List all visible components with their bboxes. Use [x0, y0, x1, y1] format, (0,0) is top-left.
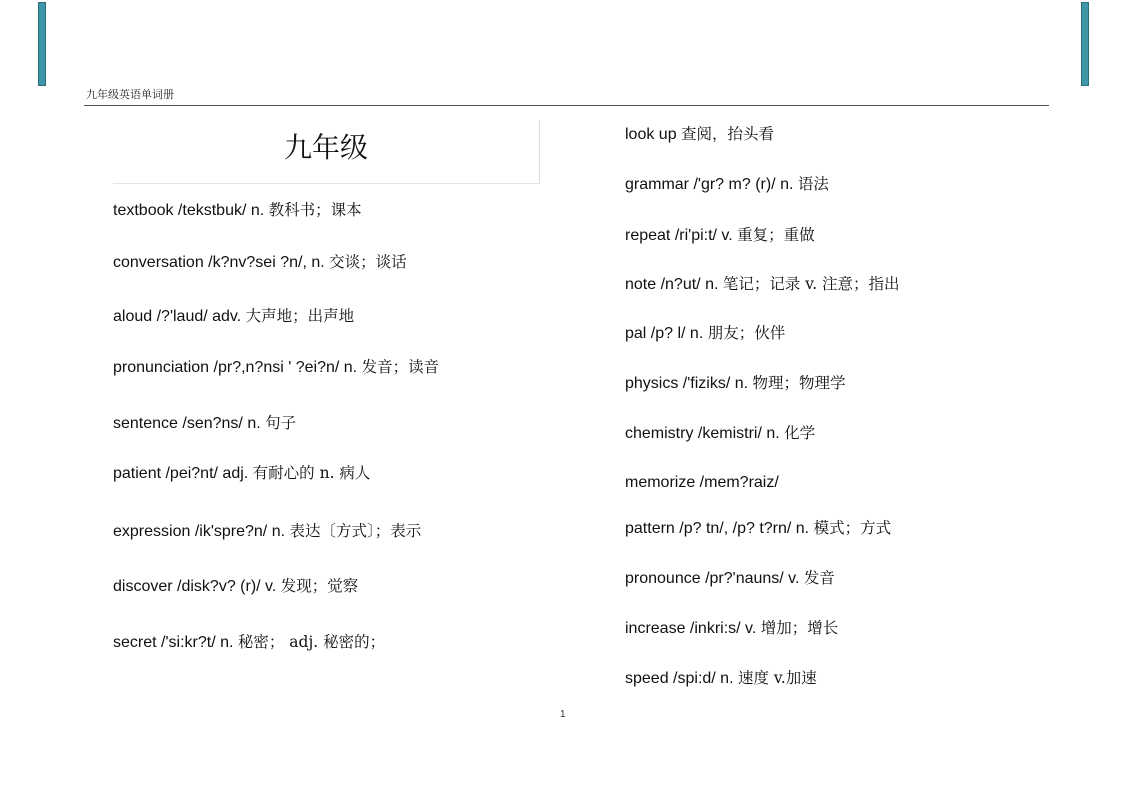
vocab-entry [625, 518, 891, 539]
entry-english: pal /p? l/ n. [625, 325, 704, 342]
vocab-entry [113, 413, 296, 434]
entry-english: grammar /'gr? m? (r)/ n. [625, 176, 794, 193]
entry-chinese: 朋友；伙伴 [707, 324, 786, 342]
entry-chinese: 交谈；谈话 [329, 253, 407, 271]
entry-english: patient /pei?nt/ adj. [113, 465, 249, 482]
entry-chinese: 有耐心的 n. 病人 [252, 464, 371, 482]
page-number: 1 [560, 709, 566, 720]
entry-chinese: 速度 v.加速 [737, 669, 817, 687]
entry-chinese: 增加；增长 [760, 619, 839, 637]
entry-chinese: 发音；读音 [361, 358, 440, 376]
entry-english: note /n?ut/ n. [625, 276, 719, 293]
entry-chinese: 物理；物理学 [752, 374, 846, 392]
entry-chinese: 表达〔方式〕；表示 [289, 522, 422, 540]
entry-chinese: 发音 [803, 569, 835, 587]
entry-chinese: 大声地；出声地 [245, 307, 355, 325]
header-divider [84, 105, 1049, 106]
entry-chinese: 查阅，抬头看 [681, 125, 775, 143]
left-corner-bar [38, 2, 46, 86]
entry-chinese: 模式；方式 [813, 519, 892, 537]
entry-chinese: 句子 [265, 414, 297, 432]
vocab-entry [625, 618, 838, 639]
vocab-entry [625, 124, 774, 145]
vocab-entry [625, 373, 846, 394]
entry-english: look up [625, 126, 677, 143]
vocab-entry [625, 472, 779, 493]
vocab-entry [113, 463, 370, 484]
vocab-entry [625, 174, 829, 195]
vocab-entry [113, 306, 354, 327]
entry-english: chemistry /kemistri/ n. [625, 425, 780, 442]
entry-english: discover /disk?v? (r)/ v. [113, 578, 277, 595]
entry-english: speed /spi:d/ n. [625, 670, 734, 687]
entry-english: memorize /mem?raiz/ [625, 474, 779, 491]
vocab-entry [625, 668, 817, 689]
vocab-entry [625, 274, 900, 295]
entry-english: increase /inkri:s/ v. [625, 620, 757, 637]
vocab-entry [625, 423, 815, 444]
vocab-entry [113, 357, 439, 378]
entry-english: repeat /ri'pi:t/ v. [625, 227, 733, 244]
vocab-entry [113, 252, 407, 273]
entry-chinese: 秘密； adj. 秘密的； [237, 633, 386, 651]
entry-english: pronounce /pr?'nauns/ v. [625, 570, 800, 587]
entry-english: pronunciation /pr?,n?nsi ' ?ei?n/ n. [113, 359, 358, 376]
title-box [113, 120, 540, 184]
entry-chinese: 重复；重做 [737, 226, 815, 244]
entry-chinese: 笔记；记录 v. 注意；指出 [722, 275, 900, 293]
entry-english: expression /ik'spre?n/ n. [113, 523, 286, 540]
entry-english: physics /'fiziks/ n. [625, 375, 749, 392]
entry-english: textbook /tekstbuk/ n. [113, 202, 265, 219]
entry-english: sentence /sen?ns/ n. [113, 415, 261, 432]
right-corner-bar [1081, 2, 1089, 86]
vocab-entry [113, 521, 421, 542]
entry-english: secret /'si:kr?t/ n. [113, 634, 234, 651]
vocab-entry [625, 225, 815, 246]
vocab-entry [113, 632, 385, 653]
entry-english: conversation /k?nv?sei ?n/, n. [113, 254, 325, 271]
vocab-entry [113, 576, 358, 597]
page-title: 九年级 [283, 131, 368, 164]
vocab-entry [625, 568, 835, 589]
entry-chinese: 语法 [797, 175, 829, 193]
entry-english: aloud /?'laud/ adv. [113, 308, 242, 325]
entry-chinese: 教科书；课本 [268, 201, 362, 219]
entry-chinese: 化学 [784, 424, 816, 442]
entry-chinese: 发现；觉察 [280, 577, 359, 595]
entry-english: pattern /p? tn/, /p? t?rn/ n. [625, 520, 810, 537]
vocab-entry [113, 200, 362, 221]
vocab-entry [625, 323, 785, 344]
running-header: 九年级英语单词册 [86, 88, 174, 101]
